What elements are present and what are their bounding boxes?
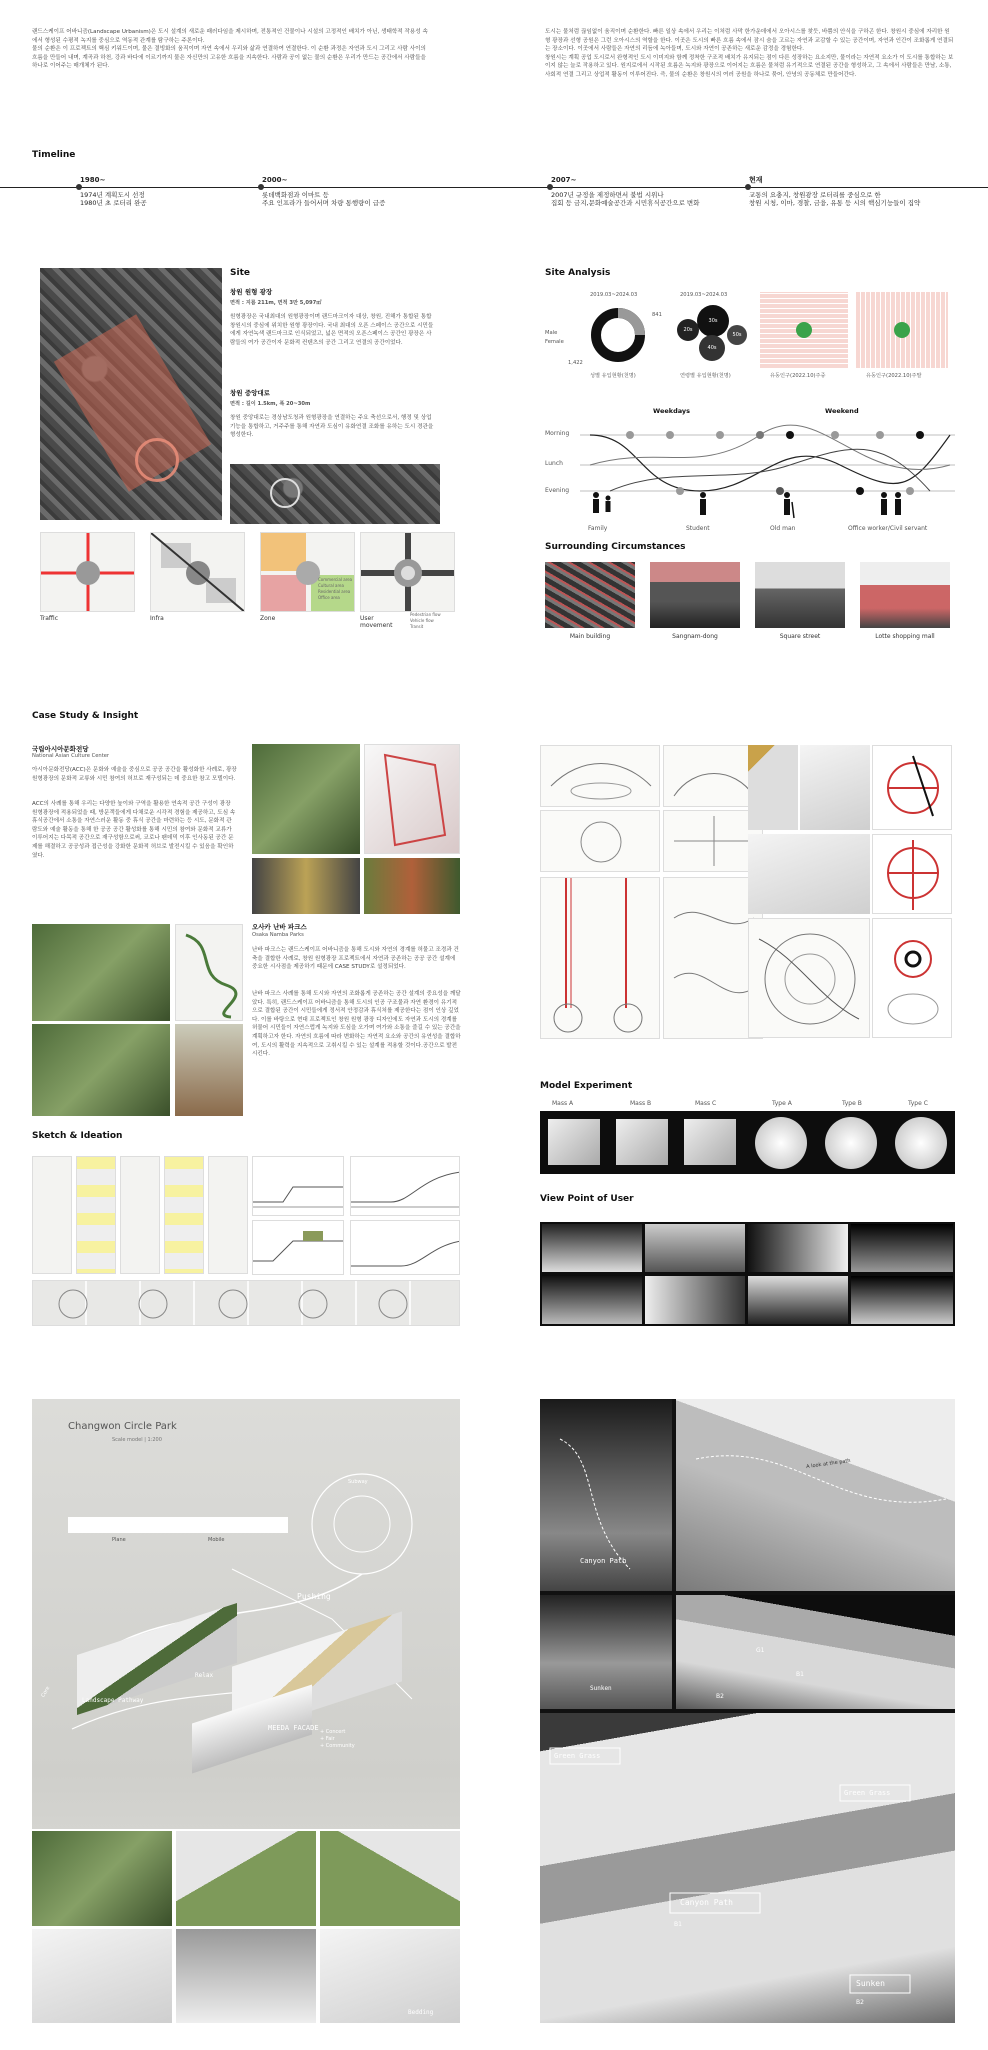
timeline-line-text: 1980년 초 로터리 완공: [80, 199, 147, 207]
old-man-icon: [777, 490, 797, 522]
sketch-strip: [76, 1156, 116, 1274]
case1-title: 국립아시아문화전당: [32, 745, 89, 753]
model-experiment-strip: [540, 1111, 955, 1174]
poster-list: [320, 1729, 355, 1750]
user-legend-item: Vehicle flow: [410, 618, 434, 623]
mass-model-a: [548, 1119, 600, 1165]
case1-subtitle: National Asian Culture Center: [32, 753, 110, 759]
timeline-year: 2007~: [551, 176, 577, 184]
weekdays-label: Weekdays: [653, 407, 691, 415]
timeline-event-2007: [551, 176, 699, 207]
poster-panel: [32, 1399, 460, 2023]
heatmap-weekend: [856, 292, 948, 368]
model-label: Sunken: [590, 1685, 612, 1692]
concept-sketch: [540, 745, 660, 807]
model-label: Mass A: [552, 1100, 574, 1107]
poster-subtitle: Scale model | 1:200: [112, 1437, 162, 1443]
student-icon: [693, 490, 713, 522]
sketch-strip: [120, 1156, 160, 1274]
donut1-value-female: 1,422: [568, 360, 583, 366]
donut1-value-male: 841: [652, 312, 662, 318]
model-code: G1: [756, 1647, 765, 1654]
case2-paragraph-2: 난바 파크스 사례를 통해 도시와 자연의 조화롭게 공존하는 공간 설계의 중요성을 깨달았다. 특히, 랜드스케이프 어바니즘을 통해 도시의 인공 구조물과 자연 환경이 유기적으로 결합된 공간이 시민들에게 정서적 안정감과 휴식처를 제공한다는 점이 인상 깊었다. 이를 바탕으로 현대 프로젝트인 창원 원형 광장 디자인에도 자연과 도시의 경계를 허물어 시민들이 자연스럽게 녹지와 도심을 오가며 여가와 소통을 즐길 수 있는 공간을 계획하고자 한다. 자연의 흐름에 따라 변화하는 자연적 요소와 공간의 유연성을 결합하여, 도시의 활력을 지속적으로 고취시킬 수 있는 설계를 적용할 것이다.공간으로 발전시킨다.: [252, 991, 461, 1058]
poster-list-item: + Concert: [320, 1729, 346, 1735]
model-label: Sunken: [856, 1979, 885, 1988]
concept-model-photo: [748, 834, 870, 914]
case2-photo-3: [175, 1024, 243, 1116]
case1-photo-aerial: [252, 744, 360, 854]
site-road-area: 면적 : 길이 1.5km, 폭 20~30m: [230, 401, 311, 407]
chart-caption: 성별 유입현황(천명): [590, 373, 636, 379]
poster-list-item: + Fair: [320, 1736, 335, 1742]
intro-left-text: 랜드스케이프 어바니즘(Landscape Urbanism)은 도시 설계의 새로운 패러다임을 제시하며, 전통적인 건물이나 시설의 고정적인 배치가 아닌, 생태학적 작용성 속에서 형성된 수평적 녹지를 중심으로 역동적 관계를 탐구하는 주론이다. 물의 순환은 이 프로젝트의 핵심 키워드이며, 물은 결빙화의 움직이며 자연 속에서 우리와 삶과 연결하여 연결한다. 이 순환 과정은 자연과 도시 그리고 사람 사이의 흐름을 만들어 내며, 계곡과 하천, 강과 바다에 이르기까지 물은 자신만의 고유한 흐름을 지속한다. 사람과 공이 없는 물의 순환은 우리가 만드는 공간에서 사람들을 하나로 이어주는 매개체가 된다.: [32, 29, 428, 70]
model-label: Type C: [908, 1100, 928, 1107]
row-label: Lunch: [545, 460, 563, 467]
model-label: Mass B: [630, 1100, 652, 1107]
weekend-label: Weekend: [825, 407, 859, 415]
model-photo-large: [540, 1713, 955, 2023]
people-label: Old man: [770, 525, 796, 532]
poster-photo: [320, 1831, 460, 1926]
model-title: Model Experiment: [540, 1081, 633, 1091]
family-icon: [588, 490, 618, 522]
age-bubble-chart: [677, 305, 747, 365]
diagram-user-movement: [360, 532, 455, 612]
site-plaza-title: 창원 원형 광장: [230, 288, 273, 296]
zone-legend-item: Commercial area: [318, 577, 353, 582]
model-label: Green Grass: [554, 1752, 601, 1760]
case2-photo-2: [32, 1024, 170, 1116]
poster-list-item: + Community: [320, 1743, 355, 1749]
viewpoint-strip: [540, 1222, 955, 1326]
mass-model-b: [616, 1119, 668, 1165]
model-label: Type B: [842, 1100, 862, 1107]
chart-caption: 유동인구(2022.10)주중: [770, 373, 826, 379]
sketch-section: [350, 1156, 460, 1216]
poster-photo: [32, 1831, 172, 1926]
case2-subtitle: Osaka Namba Parks: [252, 932, 304, 938]
site-title: Site: [230, 268, 250, 278]
heatmap-center: [796, 322, 812, 338]
case1-paragraph-2: ACC의 사례를 통해 우리는 다양한 높이와 구역을 활용한 연속적 공간 구성이 광장 원형광장에 적용되었을 때, 방문객들에게 다채로운 시각적 경험을 제공하고, 도심 속 휴식공간에서 소통을 자연스러운 활동 중 휴식 공간을 마련하는 등 시도, 문화적 관람도와 예술 활동을 통해 한 공공 공간 활성화를 통해 시민의 참여와 문화적 교류가 이루어지는 다목적 공간으로 재구성함으로써, 코로나 팬데믹 이후 인사동된 공간 문제를 해결하고 공공성과 접근성을 강화한 문화적 허브로 발전시킬 수 있음을 확인하였다.: [32, 801, 236, 859]
site-road-desc: 창원 중앙대로는 경상남도청과 원형광장을 연결하는 주요 축선으로서, 행정 및 상업 기능을 통합하고, 거주주를 통해 자연과 도심이 유화연결 조화를 유하는 도시 경관을 형성한다.: [230, 415, 434, 439]
model-label: Type A: [772, 1100, 792, 1107]
user-legend-item: Pedestrian flow: [410, 612, 441, 617]
diagram-label: User movement: [360, 615, 393, 629]
zone-legend-item: Residential area: [318, 589, 351, 594]
case2-title: 오사카 난바 파크스: [252, 923, 307, 931]
concept-sketch: [540, 810, 660, 872]
concept-model-photo: [800, 745, 870, 830]
model-label: Canyon Path: [680, 1898, 733, 1907]
type-model-c: [895, 1117, 947, 1169]
poster-title: Changwon Circle Park: [68, 1421, 177, 1432]
diagram-label: Zone: [260, 615, 276, 622]
viewpoint-photo: [748, 1224, 848, 1272]
timeline-line-text: 창원 시청, 이마, 경찰, 금융, 유통 등 시의 핵심기능들이 집약: [749, 199, 921, 207]
surrounding-caption: Main building: [569, 633, 611, 640]
sketch-strip: [208, 1156, 248, 1274]
red-cross-sketch: [872, 745, 952, 830]
poster-bar-label: Mobile: [208, 1537, 225, 1543]
case-title: Case Study & Insight: [32, 711, 139, 721]
heatmap-center: [894, 322, 910, 338]
poster-label: Subway: [348, 1479, 368, 1485]
age-bubble: 20s: [677, 319, 699, 341]
model-code: B1: [796, 1671, 804, 1678]
chart-caption: 유동인구(2022.10)주말: [866, 373, 922, 379]
site-aerial-map: [40, 268, 222, 520]
zone-legend-item: Office area: [318, 595, 340, 600]
surrounding-photo-main-building: [545, 562, 635, 628]
row-label: Morning: [545, 430, 570, 437]
sketch-plan-strip: [32, 1280, 460, 1326]
user-legend-item: Transit: [410, 624, 424, 629]
diagram-label: Traffic: [40, 615, 59, 622]
model-photo-canyon: [540, 1399, 672, 1591]
case1-photo-2: [252, 858, 360, 914]
surrounding-caption: Square street: [779, 633, 821, 640]
site-road-circle: [270, 478, 300, 508]
timeline-event-now: [749, 176, 920, 207]
site-road-title: 창원 중앙대로: [230, 389, 270, 397]
age-bubble: 40s: [699, 335, 725, 361]
timeline-title: Timeline: [32, 150, 76, 160]
model-label: A look at the path: [805, 1457, 851, 1471]
sketch-title: Sketch & Ideation: [32, 1131, 123, 1141]
donut1-label: 2019.03~2024.03: [590, 292, 638, 298]
model-photo-levels: [676, 1595, 955, 1709]
people-label: Student: [686, 525, 710, 532]
legend-female: Female: [545, 339, 564, 345]
user-legend: [410, 612, 441, 630]
people-label: Family: [588, 525, 608, 532]
poster-photo-label: Bedding: [408, 2009, 434, 2016]
poster-bar-label: Plane: [112, 1537, 126, 1543]
timeline-line-text: 주요 인프라가 들어서며 차량 통행량이 급증: [262, 199, 386, 207]
red-circle-sketch: [872, 918, 952, 1038]
model-label: Green Grass: [844, 1789, 891, 1797]
site-plaza-area: 면적 : 지름 211m, 면적 3만 5,097㎡: [230, 300, 322, 306]
poster-label: Pushing: [297, 1592, 331, 1601]
age-bubble: 50s: [727, 325, 747, 345]
model-photo-sunken: [540, 1595, 672, 1709]
timeline-line-text: 교통의 요충지, 창원광장 로터리를 중심으로 한: [749, 191, 881, 199]
site-circle-plaza: [135, 438, 179, 482]
sketch-strip: [164, 1156, 204, 1274]
viewpoint-photo: [645, 1276, 745, 1324]
timeline-year: 2000~: [262, 176, 288, 184]
timeline-line-text: 2007년 규정을 제정하면서 불법 시위나: [551, 191, 664, 199]
gender-donut-chart: [588, 305, 648, 365]
diagram-label: Infra: [150, 615, 164, 622]
analysis-title: Site Analysis: [545, 268, 611, 278]
surrounding-photo-lotte: [860, 562, 950, 628]
viewpoint-photo: [542, 1276, 642, 1324]
diagram-traffic: [40, 532, 135, 612]
timeline-line-text: 집회 등 금지,문화예술공간과 시민휴식공간으로 변화: [551, 199, 700, 207]
donut2-label: 2019.03~2024.03: [680, 292, 728, 298]
timeline-event-2000: [262, 176, 385, 207]
timeline-line-text: 롯데백화점과 이마트 등: [262, 191, 329, 199]
office-worker-icon: [876, 490, 906, 522]
viewpoint-photo: [851, 1276, 953, 1324]
model-label: Canyon Path: [580, 1557, 627, 1565]
viewpoint-photo: [851, 1224, 953, 1272]
tower-sketch: [540, 877, 660, 1039]
poster-label: Core: [40, 1685, 52, 1699]
case2-plan: [175, 924, 243, 1021]
red-cross-sketch: [872, 834, 952, 914]
poster-photo-grid: [32, 1829, 460, 2023]
viewpoint-title: View Point of User: [540, 1194, 634, 1204]
sketch-section: [350, 1220, 460, 1275]
poster-photo: [32, 1929, 172, 2023]
model-photo-path: [676, 1399, 955, 1591]
viewpoint-photo: [748, 1276, 848, 1324]
model-photo-panel: [540, 1399, 955, 2023]
sketch-section: [252, 1156, 344, 1216]
timeline-event-1980: [80, 176, 147, 207]
poster-label: MEEDA FACADE: [268, 1724, 319, 1732]
heatmap-weekday: [760, 292, 848, 368]
case1-paragraph-1: 아시아문화전당(ACC)은 문화와 예술을 중심으로 공공 공간을 활성화한 사례로, 광장 원형광장의 문화적 교류와 시민 참여의 허브로 재구성되는 데 중요한 참고 모델이다.: [32, 767, 237, 782]
poster-photo: [176, 1929, 316, 2023]
case2-paragraph-1: 난바 파크스는 랜드스케이프 어바니즘을 통해 도시와 자연의 경계를 허물고 조경과 건축을 결합한 사례로, 창원 원형광장 프로젝트에서 자연과 공존하는 공공 공간 설계에 중요한 시사점을 제공하기 때문에 CASE STUDY로 설정되었다.: [252, 947, 459, 971]
intro-right-text: 도시는 물처럼 끊임없이 움직이며 순환한다. 빠른 일상 속에서 우리는 이처럼 사막 한가운데에서 오아시스를 찾듯, 바쁨의 안식을 구하곤 한다. 창원시 중심에 자리한 원형 광장과 선형 공원은 그런 오아시스의 역할을 한다. 이곳은 도시의 빠른 흐름 속에서 잠시 숨을 고르는 자연과 교감할 수 있는 공간이며, 자연과 인간이 조화롭게 연결되는 장소이다. 이곳에서 사람들은 자연의 리듬에 녹아들며, 도시와 자연이 공존하는 새로운 감정을 경험한다. 창원시는 계획 공업 도시로서 완형적인 도시 이미지와 함께 정착한 구조적 배치가 유지되는 점이 다른 성장하는 요소지만, 물이라는 자연적 요소가 이 도시를 통합하는 보이지 않는 늘로 작용하고 있다. 원지로에서 시작된 흐름은 녹지와 광장으로 이어지는 흐름은 물처럼 유기적으로 연결된 공간을 형성하고, 그 속에서 사람들은 만남, 소통, 사회적 연결 그리고 상업적 활동이 이루어진다. 즉, 물의 순환은 창원시의 여러 공원을 하나로 묶어, 안녕의 공동체로 만들어간다.: [545, 29, 954, 78]
site-plaza-desc: 원형광장은 국내최대의 원형광장이며 랜드마크이자 대상, 창원, 진해가 통합된 통합창원시의 중심에 위치한 원형 광장이다. 국내 최대의 오픈 스페이스 공간으로 시민들에게 자연녹색 랜드마크로 인식되었고, 넓은 면적의 오픈스페이스 공간인 광장은 사람들의 여가 공간이자 문화적 컨텐츠의 공간 그리고 연결의 공간이었다.: [230, 314, 434, 346]
poster-photo: [320, 1929, 460, 2023]
case1-plan: [364, 744, 460, 854]
sketch-section: [252, 1220, 344, 1275]
type-model-a: [755, 1117, 807, 1169]
timeline-year: 현재: [749, 176, 763, 184]
row-label: Evening: [545, 487, 570, 494]
surrounding-photo-square-street: [755, 562, 845, 628]
poster-label: Relax: [195, 1672, 214, 1679]
surrounding-caption: Lotte shopping mall: [875, 633, 935, 640]
plaza-plan-sketch: [748, 918, 870, 1038]
case1-photo-3: [364, 858, 460, 914]
concept-model-photo: [748, 745, 798, 830]
poster-photo: [176, 1831, 316, 1926]
model-code: B2: [856, 1999, 864, 2006]
site-road-photo: [230, 464, 440, 524]
case2-photo-aerial: [32, 924, 170, 1021]
mass-model-c: [684, 1119, 736, 1165]
zone-legend: [318, 577, 352, 601]
legend-male: Male: [545, 330, 558, 336]
surrounding-title: Surrounding Circumstances: [545, 542, 686, 552]
model-code: B2: [716, 1693, 724, 1700]
people-label: Office worker/Civil servant: [848, 525, 928, 532]
model-code: B1: [674, 1921, 682, 1928]
surrounding-photo-sangnam: [650, 562, 740, 628]
type-model-b: [825, 1117, 877, 1169]
site-highlight-area: [54, 314, 211, 491]
timeline-line-text: 1974년 계획도시 선정: [80, 191, 145, 199]
surrounding-caption: Sangnam-dong: [672, 633, 718, 640]
viewpoint-photo: [645, 1224, 745, 1272]
diagram-infra: [150, 532, 245, 612]
chart-caption: 연령별 유입현황(천명): [680, 373, 731, 379]
sketch-strip: [32, 1156, 72, 1274]
timeline-year: 1980~: [80, 176, 106, 184]
viewpoint-photo: [542, 1224, 642, 1272]
age-bubble: 30s: [697, 305, 729, 337]
zone-legend-item: Cultural area: [318, 583, 344, 588]
model-label: Mass C: [695, 1100, 717, 1107]
poster-label: Landscape Pathway: [82, 1697, 144, 1704]
